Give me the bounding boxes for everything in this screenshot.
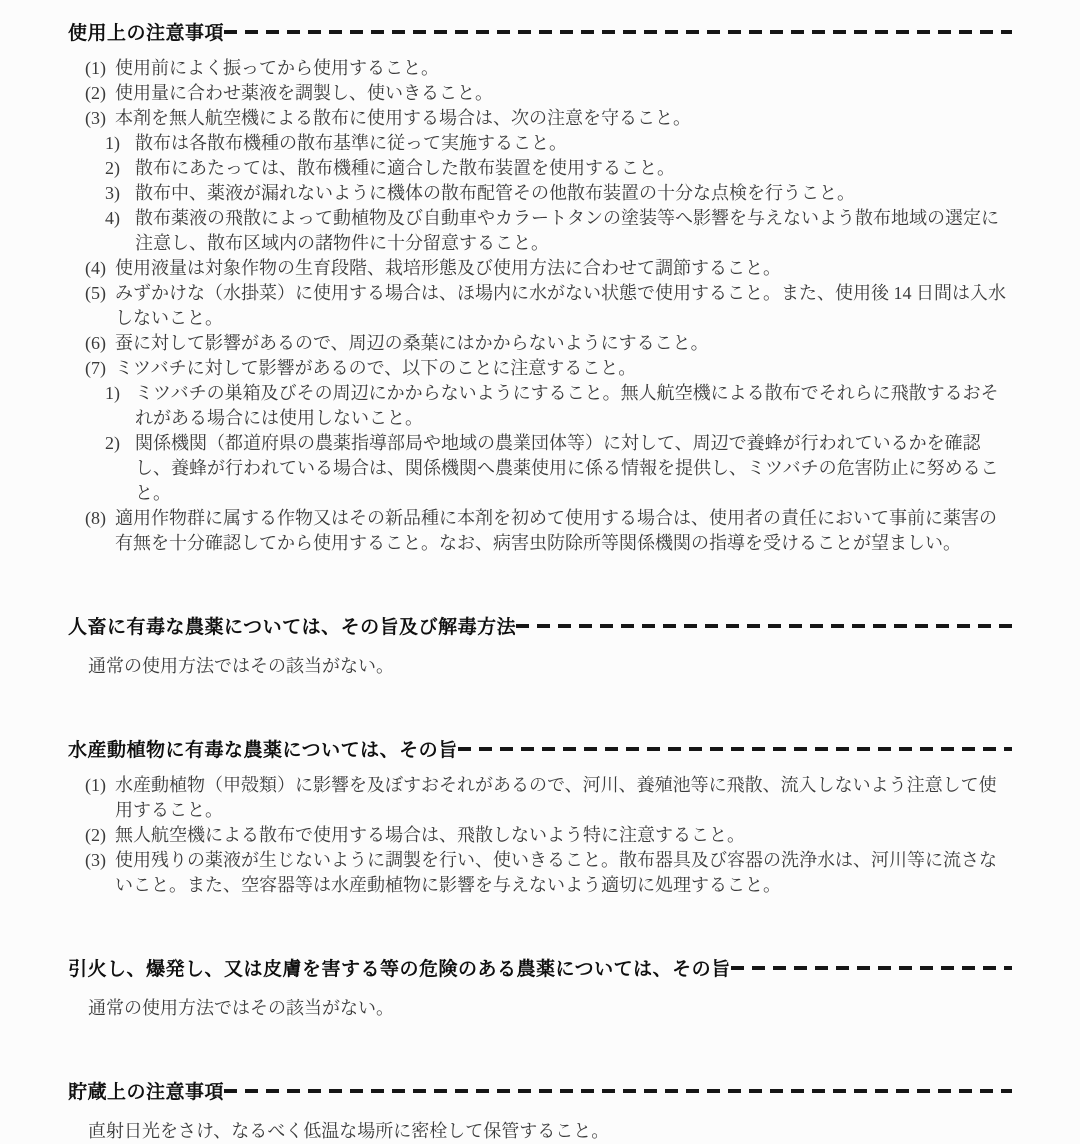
section-item-list bbox=[68, 773, 1012, 898]
list-item bbox=[85, 106, 1012, 131]
item-number: (5) bbox=[85, 283, 106, 303]
dashed-rule bbox=[224, 30, 1012, 34]
section-toxic-to-aquatic-life bbox=[68, 735, 1012, 898]
section-title: 水産動植物に有毒な農薬については、その旨 bbox=[68, 739, 458, 761]
section-storage-precautions bbox=[68, 1077, 1012, 1144]
list-item bbox=[85, 56, 1012, 81]
item-text: 本剤を無人航空機による散布に使用する場合は、次の注意を守ること。 bbox=[115, 108, 691, 128]
item-text: 関係機関（都道府県の農薬指導部局や地域の農業団体等）に対して、周辺で養蜂が行われているかを確認し、養蜂が行われている場合は、関係機関へ農薬使用に係る情報を提供し、ミツバチの危害防止に努めること。 bbox=[135, 433, 999, 503]
item-text: ミツバチの巣箱及びその周辺にかからないようにすること。無人航空機による散布でそれらに飛散するおそれがある場合には使用しないこと。 bbox=[135, 383, 999, 428]
item-number: (3) bbox=[85, 850, 106, 870]
item-text: 無人航空機による散布で使用する場合は、飛散しないよう特に注意すること。 bbox=[115, 825, 745, 845]
item-number: 2) bbox=[105, 433, 120, 453]
list-item bbox=[85, 823, 1012, 848]
section-title: 人畜に有毒な農薬については、その旨及び解毒方法 bbox=[68, 616, 517, 638]
item-number: (7) bbox=[85, 358, 106, 378]
item-number: (8) bbox=[85, 508, 106, 528]
dashed-rule bbox=[458, 747, 1012, 751]
dashed-rule bbox=[516, 624, 1012, 628]
section-heading bbox=[68, 1077, 1012, 1103]
item-text: みずかけな（水掛菜）に使用する場合は、ほ場内に水がない状態で使用すること。また、使用後 14 日間は入水しないこと。 bbox=[115, 283, 1006, 328]
section-heading bbox=[68, 18, 1012, 44]
item-number: (3) bbox=[85, 108, 106, 128]
item-number: (2) bbox=[85, 825, 106, 845]
item-text: 水産動植物（甲殻類）に影響を及ぼすおそれがあるので、河川、養殖池等に飛散、流入しないよう注意して使用すること。 bbox=[115, 775, 997, 820]
dashed-rule bbox=[731, 966, 1012, 970]
list-item bbox=[85, 848, 1012, 898]
item-number: (1) bbox=[85, 58, 106, 78]
list-item bbox=[85, 356, 1012, 381]
section-item-list bbox=[68, 56, 1012, 556]
section-toxic-to-humans bbox=[68, 612, 1012, 679]
section-title: 使用上の注意事項 bbox=[68, 22, 225, 44]
item-number: 3) bbox=[105, 183, 120, 203]
sub-list-item bbox=[105, 156, 1012, 181]
list-item bbox=[85, 773, 1012, 823]
item-number: 1) bbox=[105, 133, 120, 153]
item-text: 使用前によく振ってから使用すること。 bbox=[115, 58, 439, 78]
section-title: 貯蔵上の注意事項 bbox=[68, 1081, 225, 1103]
item-text: 使用量に合わせ薬液を調製し、使いきること。 bbox=[115, 83, 493, 103]
section-flammable-explosive bbox=[68, 954, 1012, 1021]
list-item bbox=[85, 506, 1012, 556]
section-heading bbox=[68, 735, 1012, 761]
sub-list-item bbox=[105, 131, 1012, 156]
item-text: 散布にあたっては、散布機種に適合した散布装置を使用すること。 bbox=[135, 158, 675, 178]
item-text: 使用液量は対象作物の生育段階、栽培形態及び使用方法に合わせて調節すること。 bbox=[115, 258, 781, 278]
item-text: 適用作物群に属する作物又はその新品種に本剤を初めて使用する場合は、使用者の責任において事前に薬害の有無を十分確認してから使用すること。なお、病害虫防除所等関係機関の指導を受けることが望ましい。 bbox=[115, 508, 997, 553]
item-text: 散布は各散布機種の散布基準に従って実施すること。 bbox=[135, 133, 567, 153]
item-number: 2) bbox=[105, 158, 120, 178]
section-usage-precautions bbox=[68, 18, 1012, 556]
list-item bbox=[85, 256, 1012, 281]
item-number: (4) bbox=[85, 258, 106, 278]
sub-list-item bbox=[105, 381, 1012, 431]
item-text: 散布薬液の飛散によって動植物及び自動車やカラートタンの塗装等へ影響を与えないよう散布地域の選定に注意し、散布区域内の諸物件に十分留意すること。 bbox=[135, 208, 999, 253]
section-title: 引火し、爆発し、又は皮膚を害する等の危険のある農薬については、その旨 bbox=[68, 958, 731, 980]
item-number: (1) bbox=[85, 775, 106, 795]
item-number: (6) bbox=[85, 333, 106, 353]
sub-list-item bbox=[105, 431, 1012, 506]
item-text: 使用残りの薬液が生じないように調製を行い、使いきること。散布器具及び容器の洗浄水は、河川等に流さないこと。また、空容器等は水産動植物に影響を与えないよう適切に処理すること。 bbox=[115, 850, 997, 895]
list-item bbox=[85, 281, 1012, 331]
item-text: 散布中、薬液が漏れないように機体の散布配管その他散布装置の十分な点検を行うこと。 bbox=[135, 183, 855, 203]
dashed-rule bbox=[224, 1089, 1012, 1093]
item-number: (2) bbox=[85, 83, 106, 103]
list-item bbox=[85, 81, 1012, 106]
item-text: 蚕に対して影響があるので、周辺の桑葉にはかからないようにすること。 bbox=[115, 333, 709, 353]
sub-list-item bbox=[105, 206, 1012, 256]
section-body: 通常の使用方法ではその該当がない。 bbox=[88, 998, 394, 1018]
item-text: ミツバチに対して影響があるので、以下のことに注意すること。 bbox=[115, 358, 637, 378]
section-heading bbox=[68, 954, 1012, 980]
section-heading bbox=[68, 612, 1012, 638]
sub-list-item bbox=[105, 181, 1012, 206]
item-number: 1) bbox=[105, 383, 120, 403]
section-body: 直射日光をさけ、なるべく低温な場所に密栓して保管すること。 bbox=[88, 1121, 610, 1141]
list-item bbox=[85, 331, 1012, 356]
item-number: 4) bbox=[105, 208, 120, 228]
section-body: 通常の使用方法ではその該当がない。 bbox=[88, 656, 394, 676]
